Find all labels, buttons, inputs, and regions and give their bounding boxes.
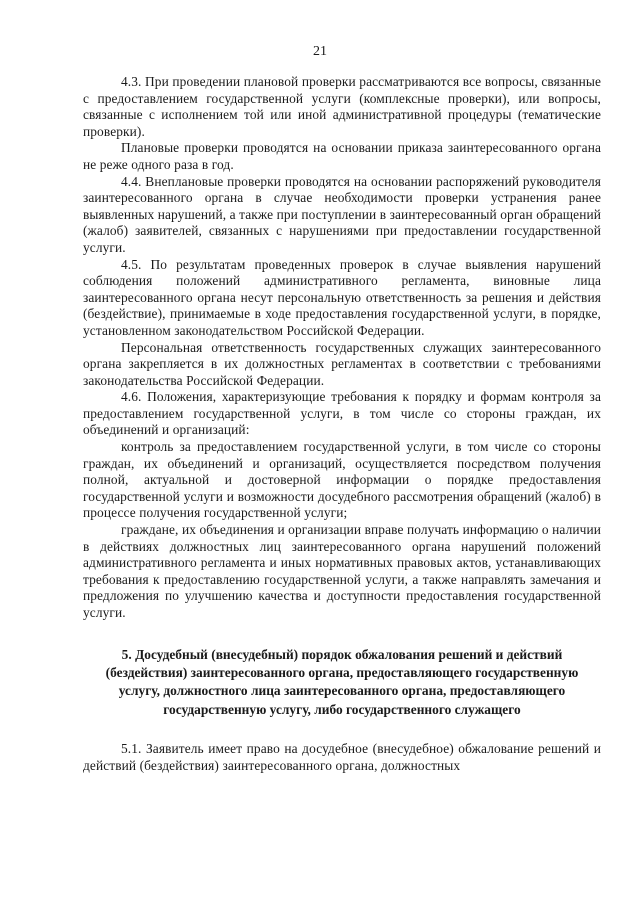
paragraph-planned-inspections: Плановые проверки проводятся на основании приказа заинтересованного органа не реже одного раза в год.	[83, 140, 601, 172]
paragraph-4-3: 4.3. При проведении плановой проверки рассматриваются все вопросы, связанные с предоставлением государственной услуги (комплексные проверки), или вопросы, связанные с исполнением той или иной административной процедуры (тематические проверки).	[83, 74, 601, 139]
paragraph-4-6: 4.6. Положения, характеризующие требования к порядку и формам контроля за предоставлением государственной услуги, в том числе со стороны граждан, их объединений и организаций:	[83, 389, 601, 438]
paragraph-citizens-rights: граждане, их объединения и организации вправе получать информацию о наличии в действиях должностных лиц заинтересованного органа нарушений положений административного регламента и иных нормативных правовых актов, устанавливающих требования к предоставлению государственной услуги, а также направлять замечания и предложения по улучшению качества и доступности предоставления государственной услуги.	[83, 522, 601, 620]
document-body	[83, 74, 601, 774]
page-number: 21	[313, 44, 327, 59]
paragraph-4-4: 4.4. Внеплановые проверки проводятся на основании распоряжений руководителя заинтересованного органа в случае необходимости проверки устранения ранее выявленных нарушений, а также при поступлении в заинтересованный орган обращений (жалоб) заявителей, связанных с нарушениями при предоставлении государственной услуги.	[83, 173, 601, 255]
section-5-heading: 5. Досудебный (внесудебный) порядок обжалования решений и действий (бездействия) заинтересованного органа, предоставляющего государственную услугу, должностного лица заинтересованного органа, предоставляющего государственную услугу, либо государственного служащего	[105, 646, 579, 717]
paragraph-5-1: 5.1. Заявитель имеет право на досудебное (внесудебное) обжалование решений и действий (бездействия) заинтересованного органа, должностных	[83, 741, 601, 773]
paragraph-personal-responsibility: Персональная ответственность государственных служащих заинтересованного органа закрепляется в их должностных регламентах в соответствии с требованиями законодательства Российской Федерации.	[83, 339, 601, 388]
paragraph-control: контроль за предоставлением государственной услуги, в том числе со стороны граждан, их объединений и организаций, осуществляется посредством получения полной, актуальной и достоверной информации о порядке предоставления государственной услуги и возможности досудебного рассмотрения обращений (жалоб) в процессе получения государственной услуги;	[83, 439, 601, 521]
paragraph-4-5: 4.5. По результатам проведенных проверок в случае выявления нарушений соблюдения положений административного регламента, виновные лица заинтересованного органа несут персональную ответственность за решения и действия (бездействие), принимаемые в ходе предоставления государственной услуги, в порядке, установленном законодательством Российской Федерации.	[83, 256, 601, 338]
